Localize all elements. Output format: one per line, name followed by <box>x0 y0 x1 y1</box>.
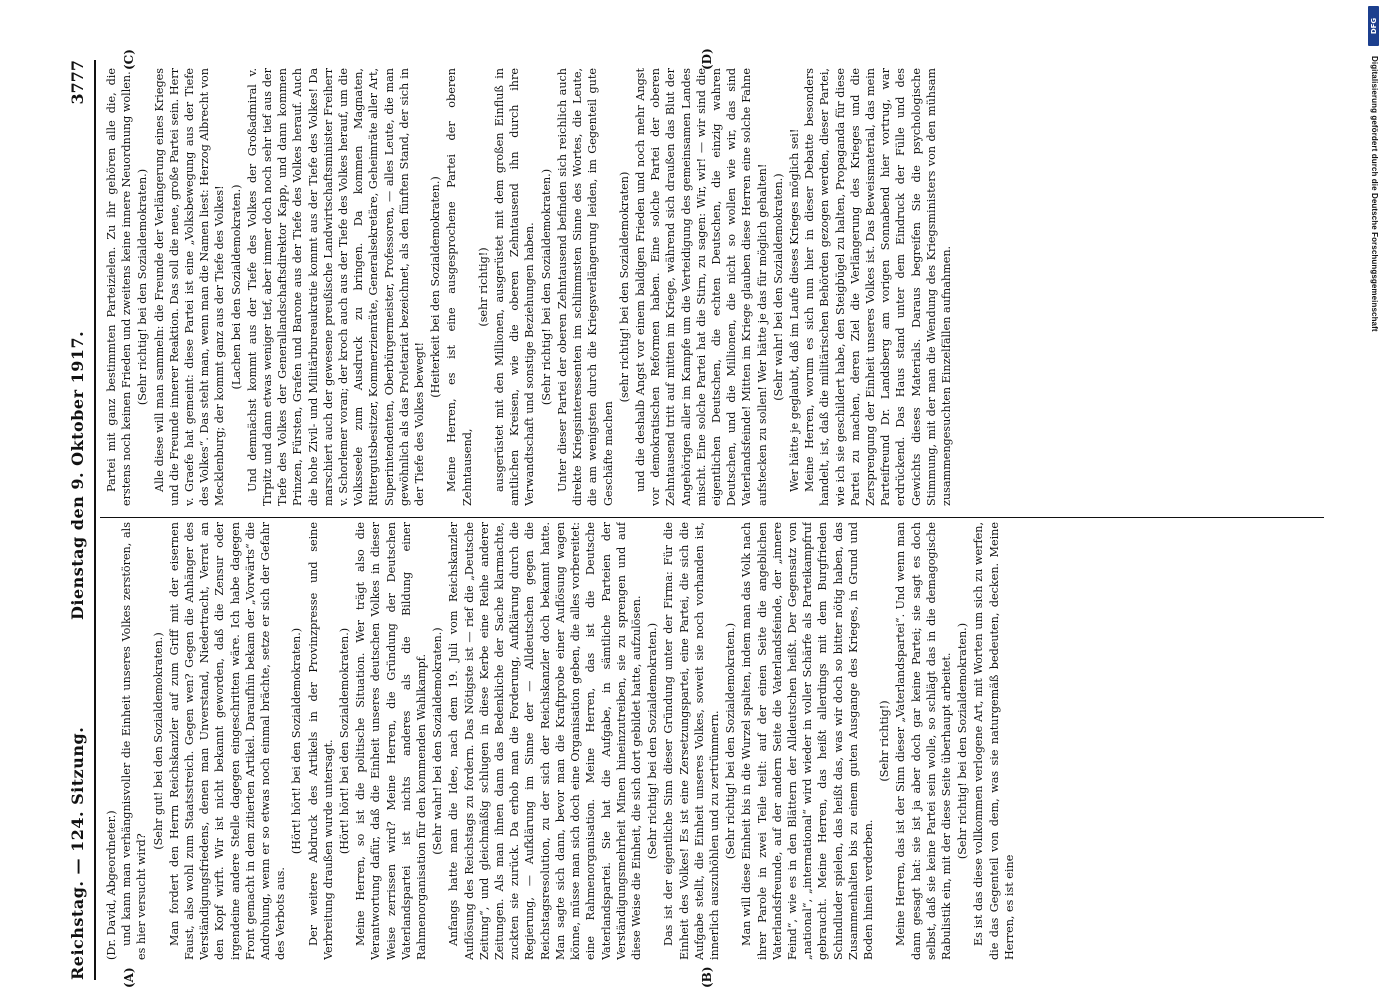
header-left: Reichstag. — 124. Sitzung. <box>68 726 87 980</box>
interjection: (Sehr richtig! bei den Sozialdemokraten.) <box>724 622 738 860</box>
page-number: 3777 <box>68 60 87 105</box>
margin-marker-b: (B) <box>700 966 714 988</box>
interjection: (Hört! hört! bei den Sozialdemokraten.) <box>338 627 352 855</box>
paragraph: Und demnächst kommt aus der Tiefe des Volkes der Großadmiral v. Tirpitz und dann etwas weniger tief, aber immer doch noch sehr tief aus der Tiefe des Volkes der Generallandschaftsdirektor Kapp, und dann kommen Prinzen, Fürsten, Grafen und Barone aus der Tiefe des Volkes herauf. Auch die hohe Zivil- und Militärbureaukratie kommt aus der Tiefe des Volkes! Da marschiert auch der gewesene preußische Landwirtschaftsminister Freiherr v. Schorlemer voran; der kroch auch aus der Tiefe des Volkes herauf, um die Volksseele zum Ausdruck zu bringen. Da kommen Magnaten, Rittergutsbesitzer, Kommerzienräte, Generalsekretäre, Geheimräte aller Art, Superintendenten, Oberbürgermeister, Professoren, — alles Leute, die man gewöhnlich als das Proletariat bezeichnet, als den fünften Stand, der sich in der Tiefe des Volkes bewegt! <box>245 68 427 506</box>
interjection: (Lachen bei den Sozialdemokraten.) <box>229 184 243 390</box>
paragraph: Es ist das diese vollkommen verlogene Art, mit Worten um sich zu werfen, die das Gegenteil von dem, was sie naturgemäß bedeuten, decken. Meine Herren, es ist eine <box>972 522 1016 960</box>
interjection: (Sehr richtig! bei den Sozialdemokraten.) <box>539 168 553 406</box>
paragraph: Meine Herren, es ist eine ausgesprochene Partei der oberen Zehntausend, <box>445 68 474 506</box>
margin-marker-c: (C) <box>122 49 136 70</box>
header-rule <box>94 60 96 980</box>
paragraph: Anfangs hatte man die Idee, nach dem 19. Juli vom Reichskanzler Auflösung des Reichstags zu fordern. Das Nötigste ist — rief die „Deutsche Zeitung“, und gleichmäßig schlugen in diese Kerbe eine Reihe anderer Zeitungen. Als man ihnen dann das Bedenkliche der Sache klarmachte, zuckten sie zurück. Da erhob man die Forderung, Aufklärung durch die Regierung, — Aufklärung im Sinne der — Alldeutschen gegen die Reichstagsresolution, zu der sich der Reichskanzler doch bekannt hatte. Man sagte sich dann, bevor man die Kraftprobe einer Auflösung wagen könne, müsse man sich doch eine Organisation geben, die alles vorbereitet: eine Rahmenorganisation. Meine Herren, das ist die Deutsche Vaterlandspartei. Sie hat die Aufgabe, in sämtliche Parteien der Verständigungsmehrheit Minen hineinzutreiben, sie zu sprengen und auf diese Weise die Einheit, die sich dort gebildet hatte, aufzulösen. <box>447 522 643 960</box>
rotated-newspaper-page <box>60 50 1330 990</box>
interjection: (Sehr wahr! bei den Sozialdemokraten.) <box>431 627 445 855</box>
page-header <box>64 60 94 980</box>
paragraph: Wer hätte je geglaubt, daß im Laufe dieses Krieges möglich sei! <box>787 128 801 492</box>
interjection: (Heiterkeit bei den Sozialdemokraten.) <box>429 176 443 398</box>
paragraph: Partei mit ganz bestimmten Parteizielen. Zu ihr gehören alle die, die erstens noch keinen Frieden und zweitens keine innere Neuordnung wollen. <box>105 68 134 506</box>
paragraph: Das ist der eigentliche Sinn dieser Gründung unter der Firma: Für die Einheit des Volkes! Es ist eine Zersetzungspartei, eine Partei, die sich die Aufgabe stellt, die Einheit unseres Volkes, soweit sie noch vorhanden ist, innerlich auszuhöhlen und zu zertrümmern. <box>662 522 721 960</box>
interjection: (Dr. David, Abgeordneter.) <box>105 810 118 960</box>
paragraph: Man will diese Einheit bis in die Wurzel spalten, indem man das Volk nach ihrer Parole in zwei Teile teilt: auf der einen Seite die angeblichen Vaterlandsfreunde, auf der andern Seite die Vaterlandsfeinde, der „innere Feind“, wie es in den Blättern der Alldeutschen heißt. Der Gegensatz von „national“, „international“ wird wieder in voller Schärfe als Parteikampfruf gebraucht. Meine Herren, das heißt allerdings mit dem Burgfrieden Schindluder spielen, das heißt das, was wir doch so bitter nötig haben, das Zusammenhalten bis zu einem guten Ausgange des Krieges, in Grund und Boden hinein verderben. <box>740 522 875 960</box>
interjection: (Sehr gut! bei den Sozialdemokraten.) <box>151 632 165 850</box>
margin-marker-d: (D) <box>700 48 714 70</box>
interjection: (sehr richtig! bei den Sozialdemokraten) <box>617 171 631 403</box>
interjection: (Sehr richtig! bei den Sozialdemokraten.) <box>136 168 150 406</box>
dfg-logo: DFG <box>1368 6 1379 46</box>
right-column <box>104 68 1324 506</box>
paragraph: Der weitere Abdruck des Artikels in der Provinzpresse und seine Verbreitung draußen wurde untersagt. <box>306 522 335 960</box>
paragraph: Meine Herren, worum es sich nun hier in dieser Debatte besonders handelt, ist, daß die militärischen Behörden gezogen werden, dieser Partei, wie ich sie geschildert habe, den Steigbügel zu halten, Propaganda für diese Partei zu machen, deren Ziel die Verlängerung des Krieges und die Zersprengung der Einheit unseres Volkes ist. Das Beweismaterial, das mein Parteifreund Dr. Landsberg am vorigen Sonnabend hier vortrug, war erdrückend. Das Haus stand unter dem Eindruck der Fülle und des Gewichts dieses Materials. Daraus begreifen Sie die psychologische Stimmung, mit der man die Wendung des Kriegsministers von den mühsam zusammengesuchten Einzelfällen aufnahmen. <box>803 68 953 506</box>
interjection: (Sehr richtig!) <box>878 700 892 782</box>
paragraph: Man fordert den Herrn Reichskanzler auf zum Griff mit der eisernen Faust, also wohl zum Staatsstreich. Gegen wen? Gegen die Anhänger des Verständigungsfriedens, denen man Unverstand, Niedertracht, Verrat an den Kopf wirft. Wir ist nicht bekannt geworden, daß die Zensur oder irgendeine andere Stelle dagegen eingeschritten wäre. Ich habe dagegen Front gemacht in dem zitierten Artikel. Daraufhin bekam der „Vorwärts“ die Androhung, wenn er so etwas noch einmal brächte, setze er sich der Gefahr des Verbots aus. <box>167 522 288 960</box>
interjection: (Sehr wahr! bei den Sozialdemokraten.) <box>771 173 785 401</box>
paragraph: Meine Herren, so ist die politische Situation. Wer trägt also die Verantwortung dafür, daß die Einheit unseres deutschen Volkes in dieser Weise zerrissen wird? Meine Herren, die Gründung der Deutschen Vaterlandspartei ist nichts anderes als die Bildung einer Rahmenorganisation für den kommenden Wahlkampf. <box>354 522 429 960</box>
margin-marker-a: (A) <box>122 967 136 988</box>
interjection: (Hört! hört! bei den Sozialdemokraten.) <box>290 627 304 855</box>
interjection: (Sehr richtig! bei den Sozialdemokraten.) <box>646 622 660 860</box>
paragraph: Meine Herren, das ist der Sinn dieser „Vaterlandspartei“. Und wenn man dann gesagt hat: sie ist ja aber doch gar keine Partei; sie sagt es doch selbst, daß sie keine Partei sein wolle, so schlägt das in die demagogische Rabulistik ein, mit der diese Seite überhaupt arbeitet. <box>894 522 953 960</box>
interjection: (Sehr richtig! bei den Sozialdemokraten.) <box>956 622 970 860</box>
paragraph: Unter dieser Partei der oberen Zehntausend befinden sich reichlich auch direkte Kriegsinteressenten im schlimmsten Sinne des Wortes, die Leute, die am wenigsten durch die Kriegsverlängerung leiden, im Gegenteil gute Geschäfte machen <box>555 68 615 506</box>
paragraph: und die deshalb Angst vor einem baldigen Frieden und noch mehr Angst vor demokratischen Reformen haben. Eine solche Partei der oberen Zehntausend tritt auf mitten im Kriege, während sich draußen das Blut der Angehörigen aller im Kampfe um die Verteidigung des gemeinsamen Landes mischt. Eine solche Partei hat die Stirn, zu sagen: Wir, wir! — wir sind die eigentlichen Deutschen, die echten Deutschen, die einzig wahren Deutschen, und die Millionen, die nicht so wollen wie wir, das sind Vaterlandsfeinde! Mitten im Kriege glauben diese Herren eine solche Fahne aufstecken zu sollen! Wer hätte je das für möglich gehalten! <box>633 68 769 506</box>
left-column <box>104 522 1324 960</box>
paragraph: ausgerüstet mit den Millionen, ausgerüstet mit dem großen Einfluß in amtlichen Kreisen, wie die oberen Zehntausend ihn durch ihre Verwandtschaft und sonstige Beziehungen haben. <box>493 68 537 506</box>
digitization-credit: Digitalisierung gefördert durch die Deutsche Forschungsgemeinschaft <box>1370 56 1379 332</box>
interjection: (sehr richtig!) <box>476 247 490 327</box>
column-divider <box>100 517 1324 518</box>
paragraph: Alle diese will man sammeln: die Freunde der Verlängerung eines Krieges und die Freunde innerer Reaktion. Das soll die neue, große Partei sein. Herr v. Graefe hat gemeint: diese Partei ist eine „Volksbewegung aus der Tiefe des Volkes“. Das steht man, wenn man die Namen liest: Herzog Albrecht von Mecklenburg; der kommt ganz aus der Tiefe des Volkes! <box>152 68 227 506</box>
paragraph: und kann man verhängnisvoller die Einheit unseres Volkes zerstören, als es hier versucht wird? <box>120 522 149 960</box>
header-center: Dienstag den 9. Oktober 1917. <box>68 330 87 620</box>
